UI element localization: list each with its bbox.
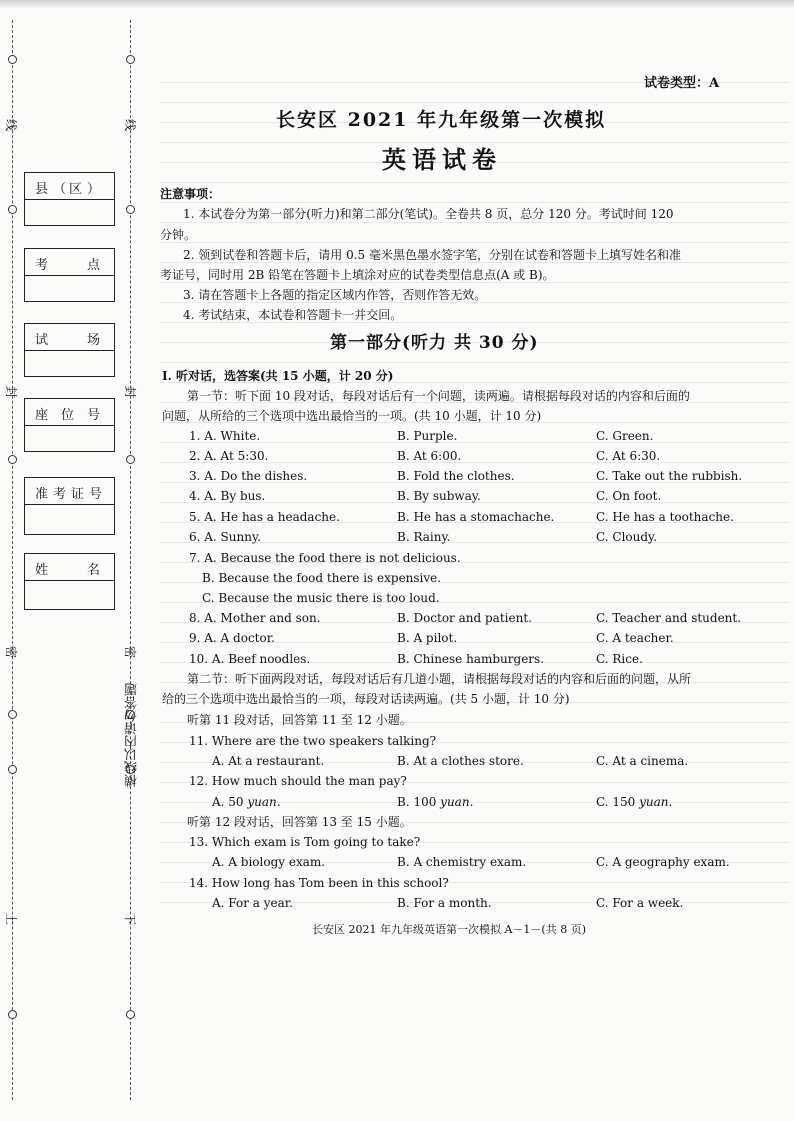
no-answer-notice: 横线以内请勿答题	[125, 683, 140, 787]
q10-option-a: 10. A. Beef noodles.	[189, 652, 311, 666]
box-label-char: ）	[87, 182, 103, 197]
box-label-char: 考	[53, 487, 69, 502]
section2-instructions: 给的三个选项中选出最恰当的一项，每段对话读两遍。(共 5 小题，计 10 分)	[162, 692, 570, 706]
dialogue12-heading: 听第 12 段对话，回答第 13 至 15 小题。	[187, 815, 412, 829]
q11-option-a: A. At a restaurant.	[212, 754, 325, 768]
q7-option-a: 7. A. Because the food there is not delicious.	[189, 551, 461, 565]
punch-hole	[126, 55, 135, 64]
outer-dashed-line	[12, 20, 13, 1100]
punch-hole	[8, 710, 17, 719]
outer-mark-mi: 密	[4, 645, 19, 659]
q11-stem: 11. Where are the two speakers talking?	[189, 734, 437, 748]
notice-line: 2. 领到试卷和答题卡后，请用 0.5 毫米黑色墨水签字笔，分别在试卷和答题卡上填写姓名和准	[183, 248, 681, 262]
notice-line: 分钟。	[160, 228, 197, 242]
county-box[interactable]	[24, 172, 115, 226]
q12-stem: 12. How much should the man pay?	[189, 774, 407, 788]
q5-option-b: B. He has a stomachache.	[397, 510, 555, 524]
q12-option-b: B. 100 yuan.	[397, 795, 474, 809]
seat-number-box[interactable]	[24, 398, 115, 452]
q5-option-a: 5. A. He has a headache.	[189, 510, 340, 524]
punch-hole	[8, 455, 17, 464]
box-label-char: 位	[61, 408, 77, 423]
q7-option-b: B. Because the food there is expensive.	[202, 571, 442, 585]
yuan-unit: yuan	[247, 795, 277, 809]
notice-line: 3. 请在答题卡上各题的指定区域内作答，否则作答无效。	[183, 288, 487, 302]
q13-option-b: B. A chemistry exam.	[397, 855, 527, 869]
q12-option-b-text: B. 100	[397, 795, 441, 809]
name-box[interactable]	[24, 553, 115, 610]
punch-hole	[8, 765, 17, 774]
q12-option-c: C. 150 yuan.	[596, 795, 673, 809]
q13-stem: 13. Which exam is Tom going to take?	[189, 835, 421, 849]
section2-instructions: 第二节：听下面两段对话，每段对话后有几道小题，请根据每段对话的内容和后面的问题，从所	[187, 672, 692, 686]
exam-title: 长安区 2021 年九年级第一次模拟	[276, 109, 607, 131]
box-label-char: 试	[35, 333, 51, 348]
q2-option-b: B. At 6:00.	[397, 449, 462, 463]
q8-option-c: C. Teacher and student.	[596, 611, 742, 625]
q1-option-b: B. Purple.	[397, 429, 458, 443]
q1-option-a: 1. A. White.	[189, 429, 261, 443]
q12-option-c-text: C. 150	[596, 795, 640, 809]
q6-option-c: C. Cloudy.	[596, 530, 658, 544]
notice-line: 考证号，同时用 2B 铅笔在答题卡上填涂对应的试卷类型信息点(A 或 B)。	[160, 268, 555, 282]
q12-option-a-text: A. 50	[212, 795, 248, 809]
q1-option-c: C. Green.	[596, 429, 654, 443]
q14-option-b: B. For a month.	[397, 896, 492, 910]
q7-option-c: C. Because the music there is too loud.	[202, 591, 440, 605]
q6-option-a: 6. A. Sunny.	[189, 530, 261, 544]
exam-room-box[interactable]	[24, 323, 115, 377]
inner-mark-xia: 下	[123, 912, 138, 926]
q10-option-b: B. Chinese hamburgers.	[397, 652, 544, 666]
box-label-char: 座	[35, 408, 51, 423]
q12-option-a: A. 50 yuan.	[212, 795, 281, 809]
outer-mark-shang: 上	[4, 912, 19, 926]
exam-site-box[interactable]	[24, 248, 115, 302]
inner-dashed-line	[130, 20, 131, 1100]
q2-option-c: C. At 6:30.	[596, 449, 661, 463]
paper-type: 试卷类型：A	[644, 76, 720, 91]
notice-heading: 注意事项：	[160, 187, 221, 201]
q3-option-b: B. Fold the clothes.	[397, 469, 515, 483]
q8-option-a: 8. A. Mother and son.	[189, 611, 321, 625]
box-label-char: （	[53, 182, 69, 197]
box-label-char: 号	[87, 408, 103, 423]
q13-option-a: A. A biology exam.	[212, 855, 326, 869]
notice-line: 1. 本试卷分为第一部分(听力)和第二部分(笔试)。全卷共 8 页，总分 120 分。考试时间 120	[183, 207, 674, 221]
q9-option-b: B. A pilot.	[397, 631, 458, 645]
box-label-char: 名	[87, 563, 103, 578]
punch-hole	[126, 455, 135, 464]
box-label-char: 场	[87, 333, 103, 348]
q4-option-c: C. On foot.	[596, 489, 662, 503]
yuan-unit: yuan	[440, 795, 470, 809]
inner-mark-xian: 线	[123, 118, 138, 132]
q11-option-b: B. At a clothes store.	[397, 754, 524, 768]
inner-mark-feng: 封	[123, 385, 138, 399]
notice-line: 4. 考试结束，本试卷和答题卡一并交回。	[183, 308, 403, 322]
yuan-unit: yuan	[639, 795, 669, 809]
q2-option-a: 2. A. At 5:30.	[189, 449, 269, 463]
section1-instructions: 问题，从所给的三个选项中选出最恰当的一项。(共 10 小题，计 10 分)	[162, 409, 542, 423]
punch-hole	[126, 1010, 135, 1019]
q14-stem: 14. How long has Tom been in this school?	[189, 876, 449, 890]
section1-instructions: 第一节：听下面 10 段对话，每段对话后有一个问题，读两遍。请根据每段对话的内容和后面的	[187, 389, 690, 403]
box-label-char: 号	[89, 487, 105, 502]
punch-hole	[8, 55, 17, 64]
q14-option-a: A. For a year.	[212, 896, 293, 910]
outer-mark-feng: 封	[4, 385, 19, 399]
punch-hole	[8, 205, 17, 214]
q5-option-c: C. He has a toothache.	[596, 510, 734, 524]
q13-option-c: C. A geography exam.	[596, 855, 730, 869]
q6-option-b: B. Rainy.	[397, 530, 451, 544]
subject-title: 英语试卷	[382, 145, 502, 174]
page-footer: 长安区 2021 年九年级英语第一次模拟 A－1－(共 8 页)	[312, 923, 586, 936]
part1-title: 第一部分(听力 共 30 分)	[330, 333, 539, 353]
outer-mark-xian: 线	[4, 118, 19, 132]
q10-option-c: C. Rice.	[596, 652, 643, 666]
admission-number-box[interactable]	[24, 477, 115, 535]
dialogue11-heading: 听第 11 段对话，回答第 11 至 12 小题。	[187, 713, 412, 727]
q4-option-a: 4. A. By bus.	[189, 489, 266, 503]
binding-strip	[0, 0, 160, 1121]
box-label-char: 准	[35, 487, 51, 502]
q14-option-c: C. For a week.	[596, 896, 684, 910]
q9-option-c: C. A teacher.	[596, 631, 674, 645]
box-label-char: 证	[71, 487, 87, 502]
box-label-char: 姓	[35, 563, 51, 578]
q9-option-a: 9. A. A doctor.	[189, 631, 275, 645]
punch-hole	[126, 205, 135, 214]
q3-option-c: C. Take out the rubbish.	[596, 469, 743, 483]
punch-hole	[8, 1010, 17, 1019]
q11-option-c: C. At a cinema.	[596, 754, 689, 768]
section-i-heading: Ⅰ. 听对话，选答案(共 15 小题，计 20 分)	[162, 369, 394, 383]
box-label-char: 县	[35, 182, 51, 197]
inner-mark-mi: 密	[123, 645, 138, 659]
box-label-char: 考	[35, 258, 51, 273]
q4-option-b: B. By subway.	[397, 489, 481, 503]
box-label-char: 点	[87, 258, 103, 273]
box-label-char: 区	[69, 182, 85, 197]
q8-option-b: B. Doctor and patient.	[397, 611, 532, 625]
q3-option-a: 3. A. Do the dishes.	[189, 469, 308, 483]
